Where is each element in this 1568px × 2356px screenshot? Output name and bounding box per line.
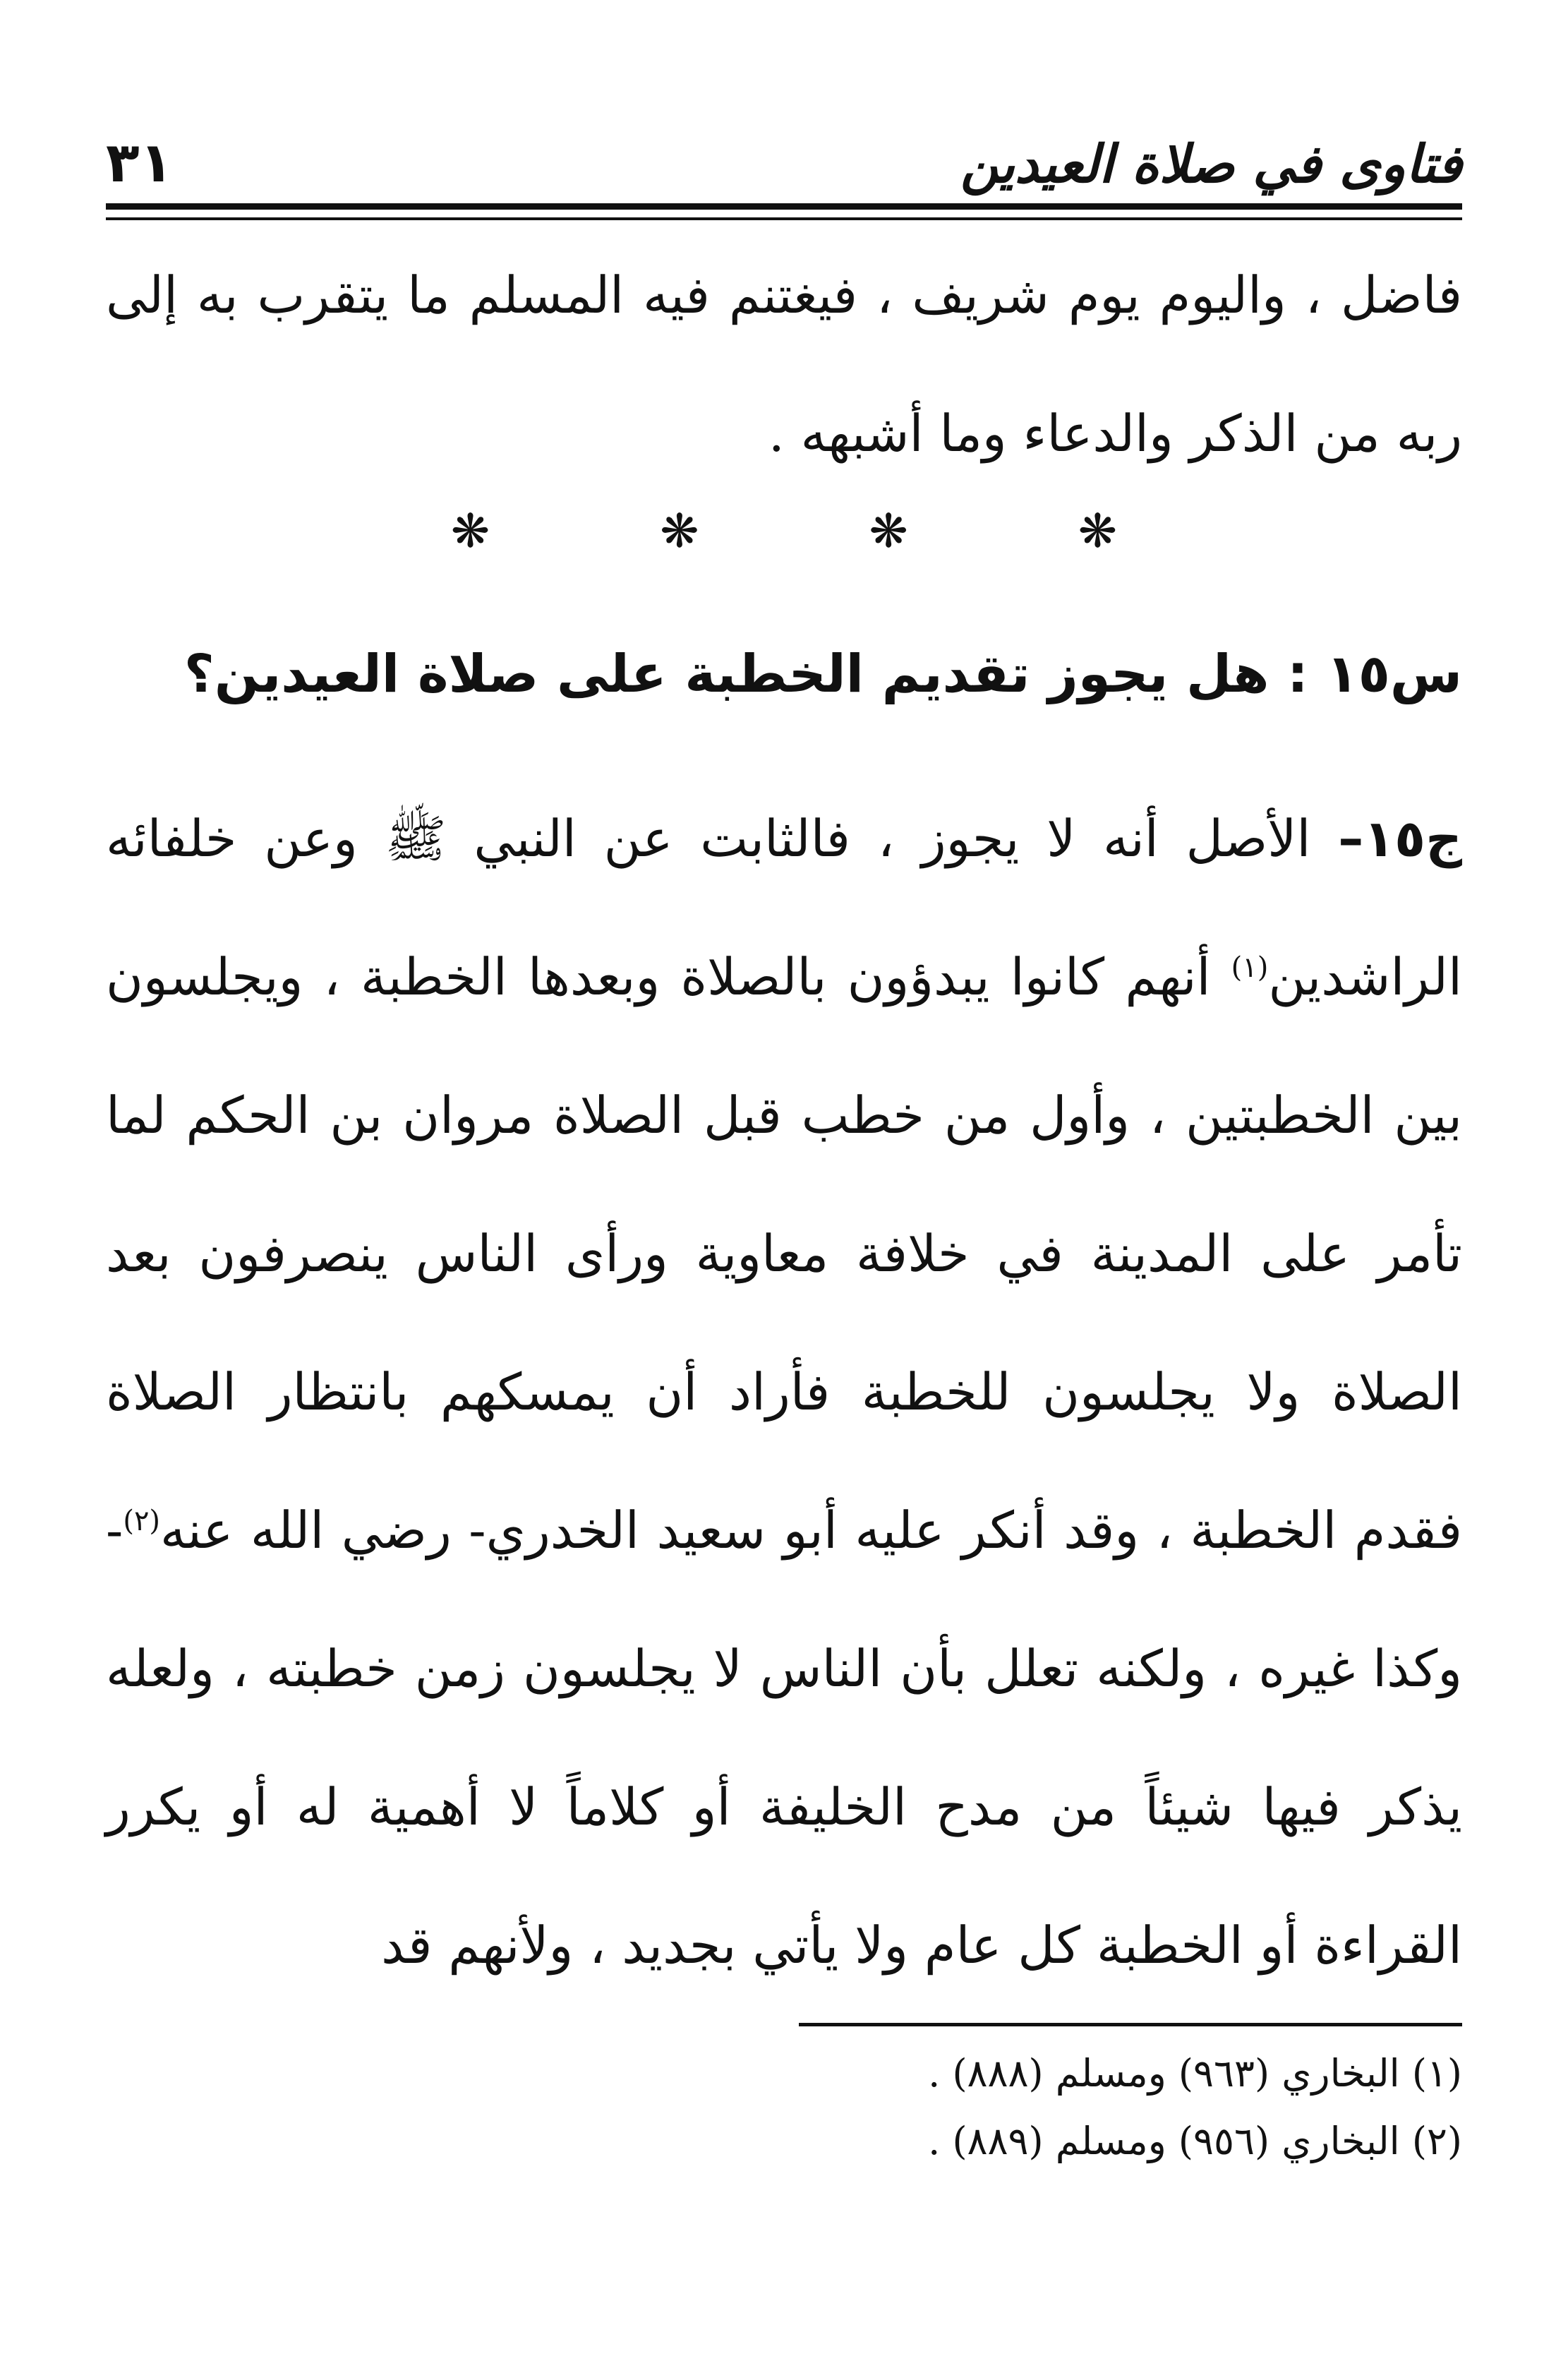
footnote-separator [799, 2023, 1462, 2026]
answer-text-part-2: أنهم كانوا يبدؤون بالصلاة وبعدها الخطبة ، ويجلسون بين الخطبتين ، وأول من خطب قبل الصلاة مروان بن الحكم لما تأمر على المدينة في خلافة معاوية ورأى الناس ينصرفون بعد الصلاة ولا يجلسون للخطبة فأراد أن يمسكهم بانتظار الصلاة فقدم الخطبة ، وقد أنكر عليه أبو سعيد الخدري- رضي الله عنه [106, 947, 1462, 1560]
footnote-ref-1[interactable]: (١) [1231, 951, 1269, 984]
question-heading: س١٥ : هل يجوز تقديم الخطبة على صلاة العيدين؟ [183, 644, 1462, 704]
page-number: ٣١ [106, 131, 174, 195]
footnotes-list [106, 2040, 1462, 2175]
section-divider: ❋ ❋ ❋ ❋ [450, 504, 1195, 558]
answer-text-part-1: الأصل أنه لا يجوز ، فالثابت عن النبي ﷺ وعن خلفائه الراشدين [106, 809, 1462, 1006]
answer-text-part-3: - وكذا غيره ، ولكنه تعلل بأن الناس لا يجلسون زمن خطبته ، ولعله يذكر فيها شيئاً من مدح الخليفة أو كلاماً لا أهمية له أو يكرر القراءة أو الخطبة كل عام ولا يأتي بجديد ، ولأنهم قد [106, 1501, 1462, 1975]
footnote-ref-2[interactable]: (٢) [123, 1505, 161, 1537]
header-rule-thick [106, 203, 1462, 210]
running-title: فتاوى في صلاة العيدين [960, 134, 1462, 195]
answer-paragraph [106, 769, 1462, 2014]
header-rule-thin [106, 217, 1462, 220]
answer-number: ج١٥– [1338, 809, 1463, 868]
continuation-paragraph: فاضل ، واليوم يوم شريف ، فيغتنم فيه المسلم ما يتقرب به إلى ربه من الذكر والدعاء وما أشبهه . [106, 265, 1462, 463]
footnote-1: (١) البخاري (٩٦٣) ومسلم (٨٨٨) . [928, 2051, 1462, 2096]
footnote-2: (٢) البخاري (٩٥٦) ومسلم (٨٨٩) . [928, 2119, 1462, 2163]
page-header [106, 113, 1462, 195]
